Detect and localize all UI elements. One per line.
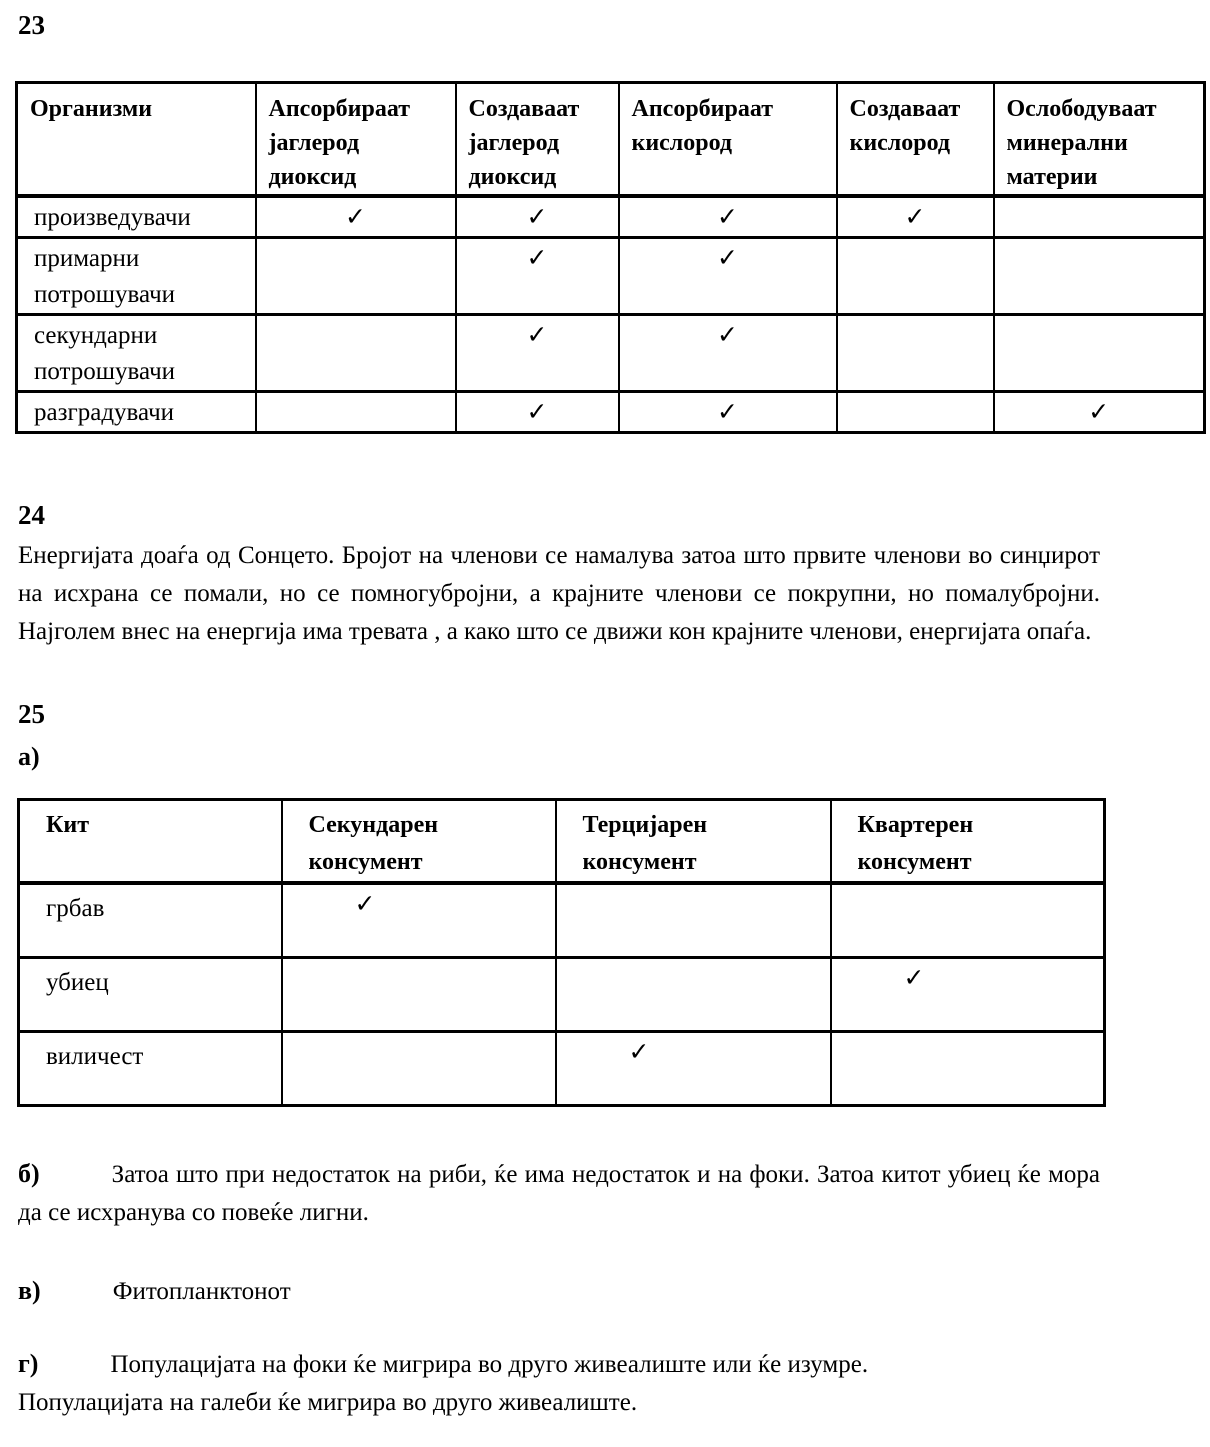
header-quaternary-consumer: Квартерен консумент	[831, 800, 1105, 884]
check-cell	[994, 315, 1205, 392]
part-v-label: в)	[18, 1275, 41, 1305]
part-b-answer	[18, 1155, 1100, 1232]
question-25-number: 25	[18, 699, 45, 729]
check-cell	[256, 392, 456, 433]
whale-consumer-table	[17, 798, 1106, 1107]
table-row	[17, 315, 1205, 392]
check-cell	[994, 196, 1205, 238]
check-cell	[831, 1031, 1105, 1105]
check-cell: ✓	[282, 883, 556, 957]
whale-name: виличест	[19, 1031, 282, 1105]
organism-name: примарни потрошувачи	[17, 238, 256, 315]
check-cell	[994, 238, 1205, 315]
organism-name: разградувачи	[17, 392, 256, 433]
header-create-co2: Создаваат јаглерод диоксид	[456, 83, 619, 197]
header-secondary-consumer: Секундарен консумент	[282, 800, 556, 884]
header-absorb-oxygen: Апсорбираат кислород	[619, 83, 837, 197]
check-cell	[831, 883, 1105, 957]
check-cell: ✓	[619, 392, 837, 433]
header-release-minerals: Ослободуваат минерални материи	[994, 83, 1205, 197]
check-cell: ✓	[994, 392, 1205, 433]
check-cell	[556, 957, 831, 1031]
table-row	[19, 1031, 1105, 1105]
check-cell: ✓	[456, 196, 619, 238]
check-cell	[837, 238, 994, 315]
whale-name: убиец	[19, 957, 282, 1031]
check-cell	[556, 883, 831, 957]
header-tertiary-consumer: Терцијарен консумент	[556, 800, 831, 884]
part-b-text: Затоа што при недостаток на риби, ќе има недостаток и на фоки. Затоа китот убиец ќе мора да се исхранува со повеќе лигни.	[18, 1160, 1100, 1226]
check-cell: ✓	[456, 238, 619, 315]
table-row	[17, 196, 1205, 238]
question-23-number: 23	[18, 10, 45, 40]
part-v-text: Фитопланктонот	[112, 1277, 291, 1305]
part-g-text-line1: Популацијата на фоки ќе мигрира во друго живеалиште или ќе изумре.	[110, 1350, 869, 1378]
check-cell	[282, 1031, 556, 1105]
table-header-row	[19, 800, 1105, 884]
table-row	[19, 957, 1105, 1031]
check-cell	[837, 315, 994, 392]
check-cell: ✓	[831, 957, 1105, 1031]
part-g-answer	[18, 1345, 1100, 1422]
organisms-gas-table	[15, 81, 1206, 434]
check-cell: ✓	[619, 196, 837, 238]
organism-name: произведувачи	[17, 196, 256, 238]
header-absorb-co2: Апсорбираат јаглерод диоксид	[256, 83, 456, 197]
table-header-row	[17, 83, 1205, 197]
check-cell	[837, 392, 994, 433]
part-a-label: а)	[18, 742, 40, 771]
check-cell: ✓	[456, 315, 619, 392]
organism-name: секундарни потрошувачи	[17, 315, 256, 392]
check-cell: ✓	[456, 392, 619, 433]
header-whale: Кит	[19, 800, 282, 884]
part-b-label: б)	[18, 1158, 40, 1188]
check-cell: ✓	[837, 196, 994, 238]
part-g-text-line2: Популацијата на галеби ќе мигрира во друго живеалиште.	[18, 1388, 638, 1416]
table-row	[17, 238, 1205, 315]
check-cell: ✓	[256, 196, 456, 238]
header-organisms: Организми	[17, 83, 256, 197]
question-24-number: 24	[18, 500, 45, 530]
table-row	[19, 883, 1105, 957]
table-row	[17, 392, 1205, 433]
question-24-answer-text: Енергијата доаѓа од Сонцето. Бројот на членови се намалува затоа што првите членови во синџирот на исхрана се помали, но се помногубројни, а крајните членови се покрупни, но помалубројни. Најголем внес на енергија има тревата , а како што се движи кон крајните членови, енергијата опаѓа.	[18, 542, 1100, 645]
whale-name: грбав	[19, 883, 282, 957]
check-cell: ✓	[619, 315, 837, 392]
header-create-oxygen: Создаваат кислород	[837, 83, 994, 197]
part-v-answer	[18, 1272, 1100, 1311]
check-cell	[282, 957, 556, 1031]
part-g-label: г)	[18, 1348, 39, 1378]
check-cell: ✓	[619, 238, 837, 315]
check-cell: ✓	[556, 1031, 831, 1105]
check-cell	[256, 315, 456, 392]
check-cell	[256, 238, 456, 315]
